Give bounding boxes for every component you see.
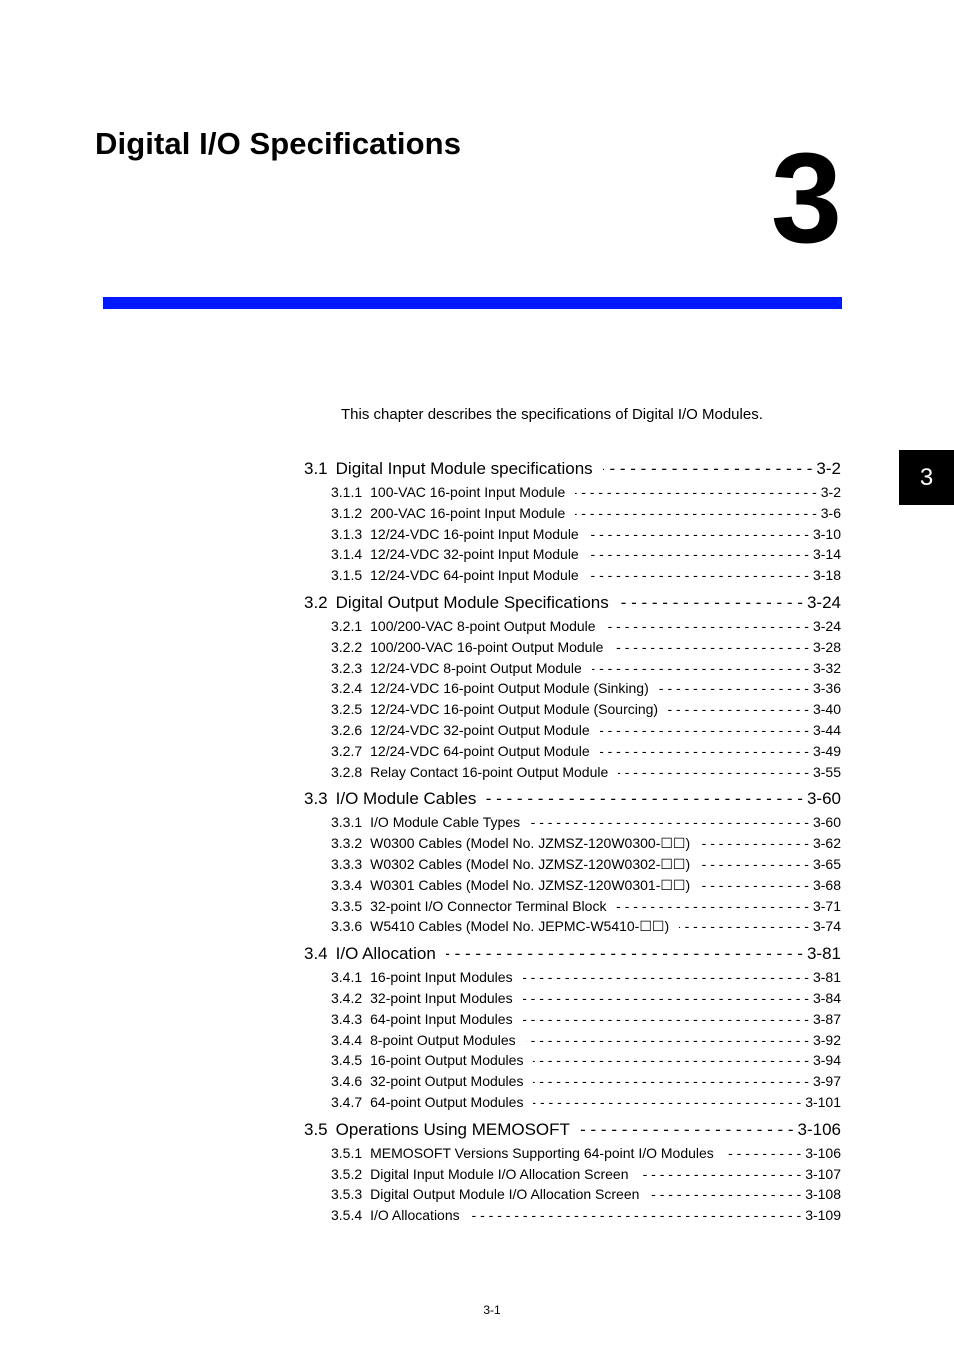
toc-subsection-entry[interactable] [304,720,841,741]
toc-entry-page: 3-55 [812,763,841,780]
toc-entry-title: 64-point Input Modules [370,1010,513,1027]
toc-dot-leader [526,1030,809,1051]
chapter-intro: This chapter describes the specifications of Digital I/O Modules. [341,406,763,423]
toc-entry-page: 3-109 [805,1207,841,1224]
toc-entry-page: 3-68 [812,876,841,893]
toc-entry-title: I/O Allocation [335,944,436,964]
toc-entry-page: 3-2 [816,459,841,478]
toc-entry-number: 3.2.7 [331,742,363,759]
toc-entry-page: 3-107 [805,1165,841,1182]
toc-entry-page: 3-28 [812,638,841,655]
toc-entry-title: 12/24-VDC 32-point Output Module [370,721,590,738]
toc-dot-leader [659,678,809,699]
toc-entry-page: 3-106 [797,1119,841,1139]
toc-entry-title: Digital Input Module specifications [335,459,593,478]
toc-entry-number: 3.2.6 [331,721,363,738]
toc-entry-number: 3.5 [304,1119,328,1139]
toc-subsection-entry[interactable] [304,916,841,937]
toc-entry-number: 3.4.7 [331,1093,363,1110]
toc-dot-leader [486,786,803,812]
toc-entry-title: MEMOSOFT Versions Supporting 64-point I/O Modules [370,1144,714,1161]
toc-subsection-entry[interactable] [304,967,841,988]
toc-dot-leader [619,590,803,616]
toc-entry-title: I/O Allocations [370,1207,460,1224]
toc-entry-title: 100-VAC 16-point Input Module [370,484,566,500]
toc-entry-title: 16-point Output Modules [370,1052,524,1069]
toc-subsection-entry[interactable] [304,658,841,679]
toc-section [304,1117,841,1226]
toc-dot-leader [533,1071,809,1092]
toc-entry-title: 16-point Input Modules [370,969,513,986]
toc-subsection-entry[interactable] [304,482,841,503]
toc-entry-title: 12/24-VDC 16-point Output Module (Sourcing) [370,701,659,718]
toc-entry-title: 200-VAC 16-point Input Module [370,504,566,521]
toc-entry-page: 3-18 [812,567,841,584]
toc-subsection-entry[interactable] [304,1009,841,1030]
toc-section-entry[interactable] [304,1117,841,1143]
toc-entry-number: 3.2.5 [331,701,363,718]
toc-entry-page: 3-101 [805,1093,841,1110]
table-of-contents [304,456,841,1230]
toc-entry-page: 3-14 [812,546,841,563]
toc-subsection-entry[interactable] [304,1164,841,1185]
toc-entry-page: 3-106 [805,1144,841,1161]
toc-entry-page: 3-60 [806,789,841,809]
toc-dot-leader [616,896,809,917]
toc-entry-number: 3.3.3 [331,855,363,872]
toc-entry-title: W0302 Cables (Model No. JZMSZ-120W0302-☐☐) [370,855,691,872]
toc-dot-leader [580,1117,794,1143]
toc-subsection-entry[interactable] [304,833,841,854]
toc-dot-leader [530,812,809,833]
toc-dot-leader [589,565,809,586]
toc-entry-number: 3.2.1 [331,617,363,634]
toc-subsection-entry[interactable] [304,524,841,545]
toc-entry-number: 3.2.3 [331,659,363,676]
toc-dot-leader [613,637,809,658]
toc-entry-title: 32-point Output Modules [370,1073,524,1090]
toc-entry-number: 3.3.5 [331,897,363,914]
toc-subsection-entry[interactable] [304,678,841,699]
toc-entry-page: 3-108 [805,1186,841,1203]
toc-subsection-entry[interactable] [304,1184,841,1205]
toc-subsection-entry[interactable] [304,699,841,720]
toc-section-entry[interactable] [304,786,841,812]
toc-entry-page: 3-74 [812,918,841,935]
toc-subsection-entry[interactable] [304,1071,841,1092]
toc-entry-number: 3.2 [304,592,328,612]
toc-dot-leader [679,916,809,937]
toc-subsection-entry[interactable] [304,1205,841,1226]
toc-entry-page: 3-71 [812,897,841,914]
toc-dot-leader [523,988,809,1009]
toc-dot-leader [589,524,809,545]
toc-entry-number: 3.4 [304,944,328,964]
toc-entry-number: 3.3 [304,789,328,809]
toc-entry-number: 3.3.2 [331,835,363,852]
toc-section [304,786,841,937]
toc-entry-number: 3.4.4 [331,1031,363,1048]
toc-entry-number: 3.4.2 [331,989,363,1006]
toc-dot-leader [639,1164,802,1185]
toc-entry-number: 3.2.4 [331,680,363,697]
toc-entry-title: Digital Output Module Specifications [335,592,609,612]
toc-entry-number: 3.3.1 [331,814,363,831]
toc-entry-number: 3.4.3 [331,1010,363,1027]
toc-entry-title: 12/24-VDC 16-point Output Module (Sinking) [370,680,649,697]
toc-dot-leader [700,875,809,896]
toc-entry-number: 3.1.5 [331,567,363,584]
toc-entry-title: 12/24-VDC 8-point Output Module [370,659,582,676]
toc-subsection-entry[interactable] [304,544,841,565]
toc-entry-title: I/O Module Cable Types [370,814,521,831]
toc-entry-number: 3.1.4 [331,546,363,563]
toc-dot-leader [575,482,817,503]
page-number: 3-1 [483,1303,501,1317]
toc-entry-page: 3-94 [812,1052,841,1069]
toc-entry-page: 3-10 [812,525,841,542]
toc-entry-title: Operations Using MEMOSOFT [335,1119,570,1139]
toc-entry-page: 3-87 [812,1010,841,1027]
chapter-title: Digital I/O Specifications [95,126,462,161]
toc-entry-title: Digital Output Module I/O Allocation Screen [370,1186,640,1203]
chapter-number: 3 [770,127,842,270]
toc-entry-number: 3.4.6 [331,1073,363,1090]
toc-dot-leader [589,544,809,565]
toc-entry-title: W5410 Cables (Model No. JEPMC-W5410-☐☐) [370,918,670,935]
toc-section-entry[interactable] [304,941,841,967]
toc-entry-page: 3-44 [812,721,841,738]
toc-entry-title: Relay Contact 16-point Output Module [370,763,609,780]
toc-entry-page: 3-62 [812,835,841,852]
toc-entry-number: 3.3.4 [331,876,363,893]
toc-entry-title: 32-point I/O Connector Terminal Block [370,897,607,914]
toc-entry-number: 3.5.4 [331,1207,363,1224]
toc-entry-number: 3.2.2 [331,638,363,655]
toc-section-entry[interactable] [304,456,841,482]
toc-entry-title: 12/24-VDC 64-point Output Module [370,742,590,759]
toc-entry-title: W0300 Cables (Model No. JZMSZ-120W0300-☐☐) [370,835,691,852]
toc-subsection-entry[interactable] [304,762,841,783]
toc-dot-leader [600,741,809,762]
toc-dot-leader [649,1184,801,1205]
toc-section-entry[interactable] [304,590,841,616]
toc-entry-number: 3.2.8 [331,763,363,780]
toc-subsection-entry[interactable] [304,503,841,524]
toc-entry-title: 12/24-VDC 64-point Input Module [370,567,579,584]
toc-entry-title: 100/200-VAC 16-point Output Module [370,638,604,655]
toc-entry-page: 3-6 [820,504,841,521]
toc-entry-title: 12/24-VDC 16-point Input Module [370,525,579,542]
toc-subsection-entry[interactable] [304,1050,841,1071]
chapter-side-tab[interactable]: 3 [899,450,954,505]
toc-entry-title: W0301 Cables (Model No. JZMSZ-120W0301-☐☐) [370,876,691,893]
toc-entry-page: 3-84 [812,989,841,1006]
chapter-title-bar [103,297,842,309]
toc-entry-page: 3-97 [812,1073,841,1090]
toc-subsection-entry[interactable] [304,616,841,637]
toc-section [304,590,841,782]
toc-dot-leader [575,503,817,524]
toc-entry-number: 3.3.6 [331,918,363,935]
toc-entry-page: 3-49 [812,742,841,759]
toc-subsection-entry[interactable] [304,854,841,875]
toc-subsection-entry[interactable] [304,988,841,1009]
toc-dot-leader [523,967,809,988]
toc-entry-title: 100/200-VAC 8-point Output Module [370,617,596,634]
toc-entry-number: 3.5.3 [331,1186,363,1203]
toc-subsection-entry[interactable] [304,875,841,896]
toc-entry-page: 3-24 [806,592,841,612]
toc-entry-title: 32-point Input Modules [370,989,513,1006]
toc-dot-leader [446,941,803,967]
toc-entry-number: 3.4.5 [331,1052,363,1069]
toc-entry-page: 3-24 [812,617,841,634]
toc-entry-page: 3-60 [812,814,841,831]
toc-entry-page: 3-2 [820,484,841,500]
toc-entry-page: 3-81 [812,969,841,986]
toc-subsection-entry[interactable] [304,565,841,586]
toc-entry-page: 3-81 [806,944,841,964]
toc-dot-leader [533,1092,801,1113]
toc-dot-leader [606,616,809,637]
toc-dot-leader [592,658,809,679]
toc-entry-page: 3-65 [812,855,841,872]
toc-entry-page: 3-32 [812,659,841,676]
toc-entry-number: 3.1.3 [331,525,363,542]
toc-subsection-entry[interactable] [304,896,841,917]
toc-dot-leader [470,1205,802,1226]
toc-dot-leader [668,699,809,720]
toc-entry-number: 3.5.1 [331,1144,363,1161]
toc-section [304,456,841,586]
toc-entry-number: 3.1 [304,459,328,478]
toc-dot-leader [603,456,813,482]
toc-entry-number: 3.5.2 [331,1165,363,1182]
toc-dot-leader [618,762,809,783]
toc-entry-page: 3-40 [812,701,841,718]
toc-entry-title: 8-point Output Modules [370,1031,516,1048]
toc-subsection-entry[interactable] [304,1092,841,1113]
toc-entry-page: 3-92 [812,1031,841,1048]
toc-subsection-entry[interactable] [304,1030,841,1051]
toc-dot-leader [700,833,809,854]
toc-dot-leader [724,1143,801,1164]
toc-dot-leader [600,720,809,741]
toc-dot-leader [533,1050,809,1071]
toc-entry-page: 3-36 [812,680,841,697]
toc-entry-number: 3.1.2 [331,504,363,521]
toc-entry-title: I/O Module Cables [335,789,477,809]
toc-dot-leader [523,1009,809,1030]
toc-entry-title: 64-point Output Modules [370,1093,524,1110]
toc-entry-number: 3.4.1 [331,969,363,986]
toc-entry-number: 3.1.1 [331,484,363,500]
toc-dot-leader [700,854,809,875]
toc-subsection-entry[interactable] [304,741,841,762]
toc-section [304,941,841,1113]
toc-subsection-entry[interactable] [304,637,841,658]
toc-entry-title: 12/24-VDC 32-point Input Module [370,546,579,563]
toc-subsection-entry[interactable] [304,812,841,833]
toc-subsection-entry[interactable] [304,1143,841,1164]
toc-entry-title: Digital Input Module I/O Allocation Screen [370,1165,629,1182]
